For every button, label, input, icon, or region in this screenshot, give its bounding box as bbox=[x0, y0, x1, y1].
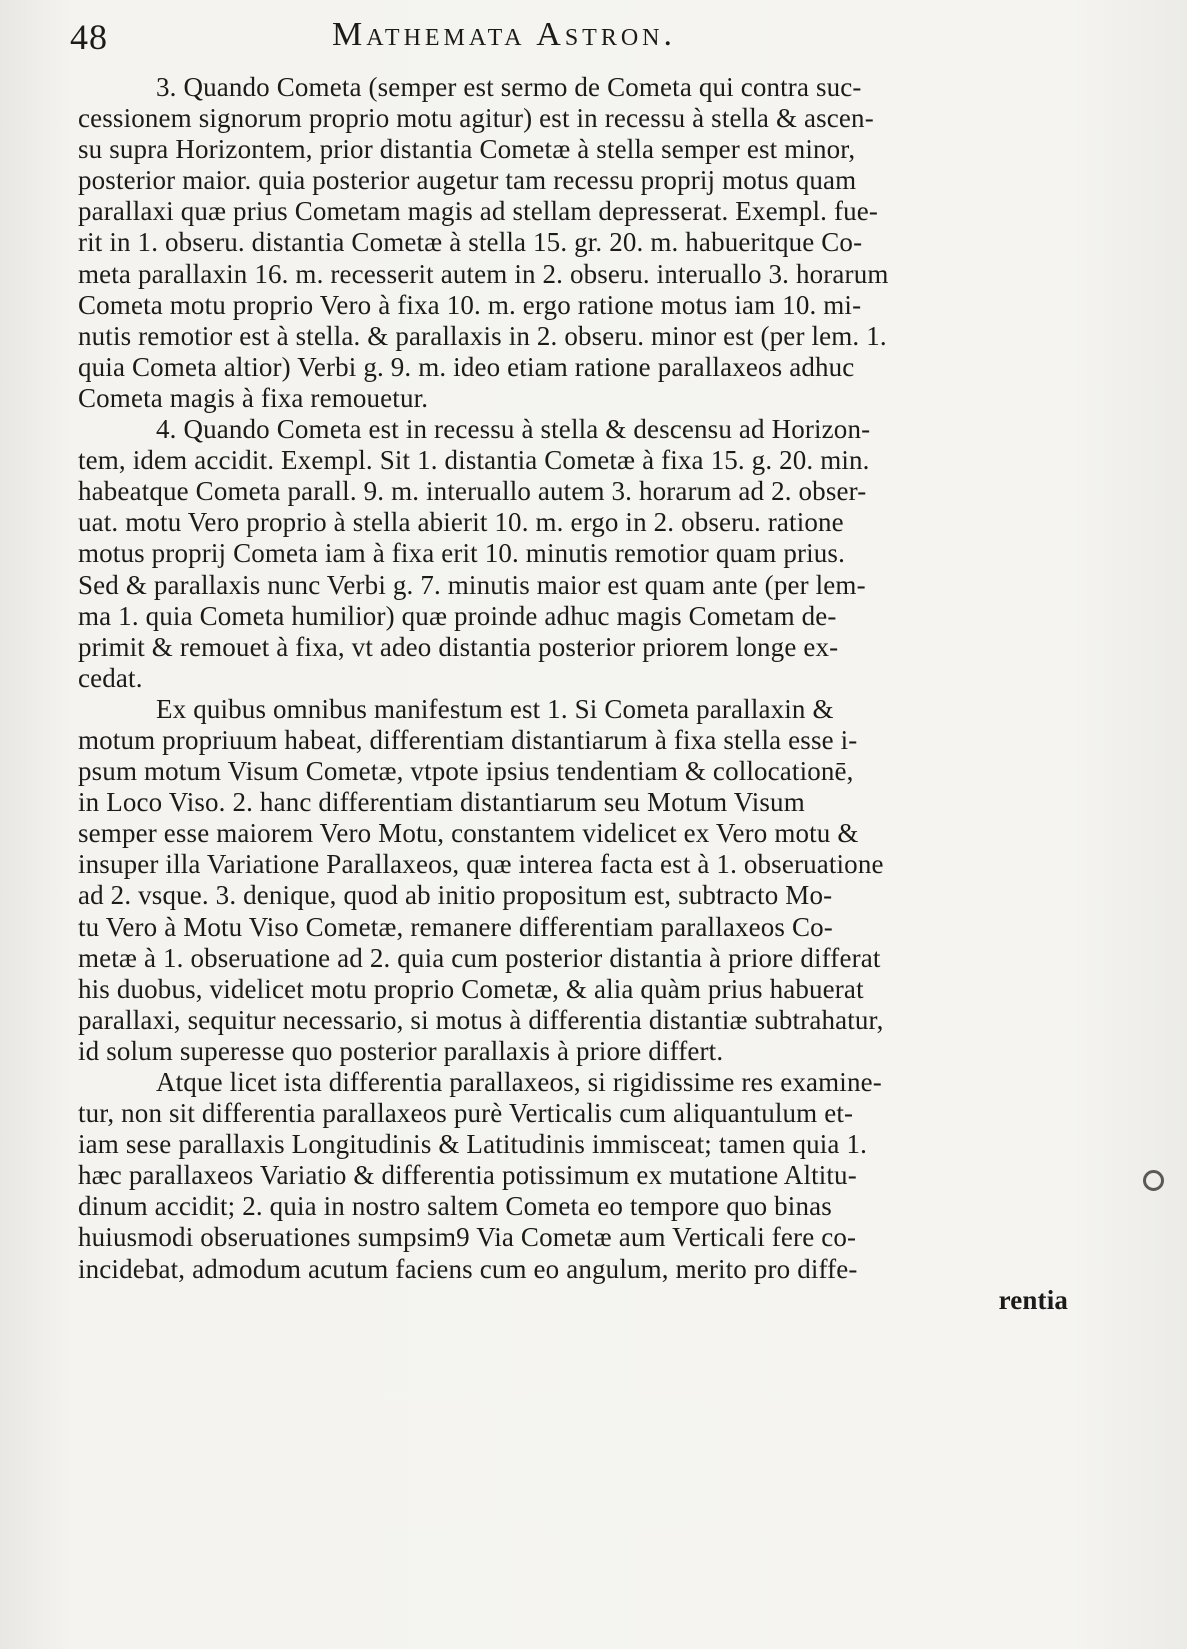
text-line: semper esse maiorem Vero Motu, constantem videlicet ex Vero motu & bbox=[78, 818, 859, 849]
text-line: rit in 1. obseru. distantia Cometæ à stella 15. gr. 20. m. habueritque Co- bbox=[78, 227, 863, 258]
text-line: posterior maior. quia posterior augetur tam recessu proprij motus quam bbox=[78, 165, 857, 196]
text-line: Ex quibus omnibus manifestum est 1. Si Cometa parallaxin & bbox=[156, 693, 834, 724]
text-line: Sed & parallaxis nunc Verbi g. 7. minutis maior est quam ante (per lem- bbox=[78, 569, 866, 600]
text-line: cedat. bbox=[78, 662, 143, 693]
text-line: ad 2. vsque. 3. denique, quod ab initio propositum est, subtracto Mo- bbox=[78, 880, 833, 911]
text-line: parallaxi quæ prius Cometam magis ad stellam depresserat. Exempl. fue- bbox=[78, 196, 879, 227]
text-line: nutis remotior est à stella. & parallaxis in 2. obseru. minor est (per lem. 1. bbox=[78, 320, 887, 351]
text-line: cessionem signorum proprio motu agitur) est in recessu à stella & ascen- bbox=[78, 103, 874, 134]
page-header bbox=[70, 16, 1110, 62]
text-line: meta parallaxin 16. m. recesserit autem in 2. obseru. interuallo 3. horarum bbox=[78, 258, 889, 289]
catchword: rentia bbox=[998, 1284, 1068, 1315]
text-line: uat. motu Vero proprio à stella abierit 10. m. ergo in 2. obseru. ratione bbox=[78, 507, 844, 538]
text-line: parallaxi, sequitur necessario, si motus à differentia distantiæ subtrahatur, bbox=[78, 1004, 884, 1035]
text-line: motum propriuum habeat, differentiam distantiarum à fixa stella esse i- bbox=[78, 724, 858, 755]
body-text bbox=[78, 72, 1088, 1316]
text-line: in Loco Viso. 2. hanc differentiam distantiarum seu Motum Visum bbox=[78, 787, 805, 818]
text-line: Atque licet ista differentia parallaxeos, si rigidissime res examine- bbox=[156, 1067, 882, 1097]
text-line: 4. Quando Cometa est in recessu à stella & descensu ad Horizon- bbox=[156, 414, 871, 445]
text-line: metæ à 1. obseruatione ad 2. quia cum posterior distantia à priore differat bbox=[78, 942, 881, 973]
text-line: 3. Quando Cometa (semper est sermo de Cometa qui contra suc- bbox=[156, 72, 862, 102]
text-line: tem, idem accidit. Exempl. Sit 1. distantia Cometæ à fixa 15. g. 20. min. bbox=[78, 445, 870, 476]
text-line: primit & remouet à fixa, vt adeo distantia posterior priorem longe ex- bbox=[78, 631, 839, 662]
text-line: hæc parallaxeos Variatio & differentia potissimum ex mutatione Altitu- bbox=[78, 1160, 857, 1191]
text-line: tu Vero à Motu Viso Cometæ, remanere differentiam parallaxeos Co- bbox=[78, 911, 833, 942]
text-line: su supra Horizontem, prior distantia Cometæ à stella semper est minor, bbox=[78, 134, 856, 165]
text-line: insuper illa Variatione Parallaxeos, quæ interea facta est à 1. obseruatione bbox=[78, 849, 884, 880]
running-title: Mathemata Astron. bbox=[332, 16, 676, 53]
text-line: tur, non sit differentia parallaxeos purè Verticalis cum aliquantulum et- bbox=[78, 1098, 854, 1129]
text-line: quia Cometa altior) Verbi g. 9. m. ideo etiam ratione parallaxeos adhuc bbox=[78, 351, 855, 382]
text-line: his duobus, videlicet motu proprio Cometæ, & alia quàm prius habuerat bbox=[78, 973, 864, 1004]
text-line: huiusmodi obseruationes sumpsim9 Via Cometæ aum Verticali fere co- bbox=[78, 1222, 857, 1253]
text-line: ma 1. quia Cometa humilior) quæ proinde adhuc magis Cometam de- bbox=[78, 600, 837, 631]
text-line: dinum accidit; 2. quia in nostro saltem Cometa eo tempore quo binas bbox=[78, 1191, 832, 1222]
text-line: motus proprij Cometa iam à fixa erit 10. minutis remotior quam prius. bbox=[78, 538, 845, 569]
text-line: Cometa magis à fixa remouetur. bbox=[78, 382, 429, 413]
text-line: id solum superesse quo posterior parallaxis à priore differt. bbox=[78, 1035, 724, 1066]
page-number: 48 bbox=[70, 17, 108, 57]
margin-circle-mark bbox=[1143, 1170, 1164, 1191]
text-line: incidebat, admodum acutum faciens cum eo angulum, merito pro diffe- bbox=[78, 1253, 858, 1284]
text-line: habeatque Cometa parall. 9. m. interuallo autem 3. horarum ad 2. obser- bbox=[78, 476, 867, 507]
text-line: psum motum Visum Cometæ, vtpote ipsius tendentiam & collocationē, bbox=[78, 756, 854, 787]
text-line: iam sese parallaxis Longitudinis & Latitudinis immisceat; tamen quia 1. bbox=[78, 1129, 867, 1160]
text-line: Cometa motu proprio Vero à fixa 10. m. ergo ratione motus iam 10. mi- bbox=[78, 289, 862, 320]
